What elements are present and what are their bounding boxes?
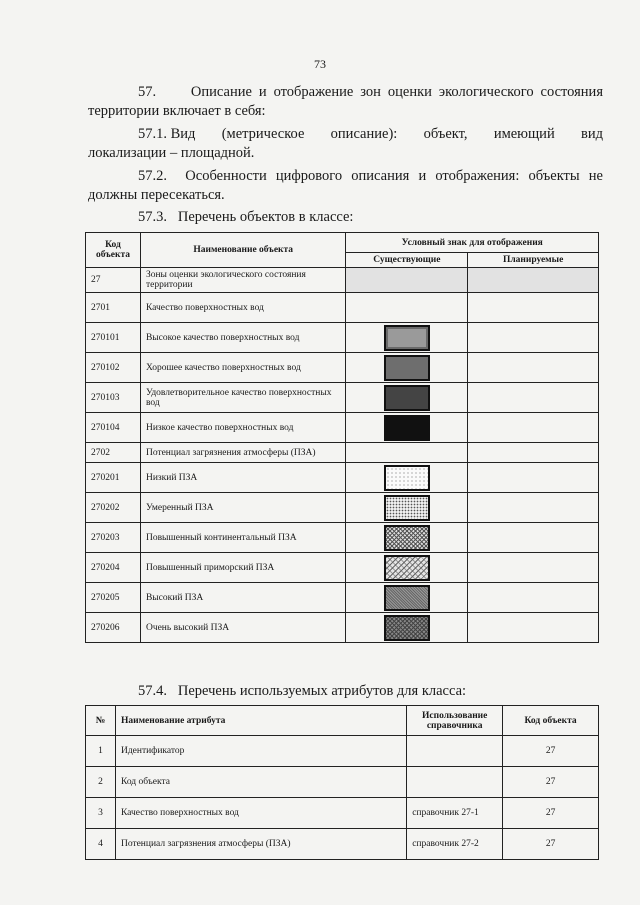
paragraph-57-1-word: имеющий xyxy=(493,126,555,142)
existing-symbol-cell xyxy=(346,523,468,553)
header-existing: Существующие xyxy=(346,253,468,268)
existing-symbol-cell xyxy=(346,463,468,493)
attr-code: 27 xyxy=(503,736,599,767)
paragraph-57-1 xyxy=(88,125,603,163)
attr-name: Потенциал загрязнения атмосферы (ПЗА) xyxy=(115,829,406,860)
attr-header-num: № xyxy=(86,706,116,736)
object-name: Потенциал загрязнения атмосферы (ПЗА) xyxy=(140,443,346,463)
object-name: Умеренный ПЗА xyxy=(140,493,346,523)
attr-reference xyxy=(407,736,503,767)
object-name: Повышенный континентальный ПЗА xyxy=(140,523,346,553)
planned-symbol-cell xyxy=(468,383,599,413)
symbol-swatch xyxy=(384,615,430,641)
attr-code: 27 xyxy=(503,829,599,860)
symbol-swatch xyxy=(384,325,430,351)
attr-code: 27 xyxy=(503,767,599,798)
object-name: Низкий ПЗА xyxy=(140,463,346,493)
existing-symbol-cell xyxy=(346,443,468,463)
symbol-swatch xyxy=(384,495,430,521)
planned-symbol-cell xyxy=(468,353,599,383)
object-code: 270103 xyxy=(86,383,141,413)
object-code: 270102 xyxy=(86,353,141,383)
attr-reference xyxy=(407,767,503,798)
attr-header-reference: Использование справочника xyxy=(407,706,503,736)
symbol-swatch xyxy=(384,465,430,491)
symbol-swatch xyxy=(384,585,430,611)
object-code: 27 xyxy=(86,268,141,293)
header-symbol: Условный знак для отображения xyxy=(346,233,599,253)
attr-num: 4 xyxy=(86,829,116,860)
table-row xyxy=(86,553,599,583)
table-row xyxy=(86,413,599,443)
attr-name: Качество поверхностных вод xyxy=(115,798,406,829)
paragraph-57-line1: 57. Описание и отображение зон оценки экологического состояния xyxy=(138,84,603,100)
symbol-swatch xyxy=(384,525,430,551)
header-planned: Планируемые xyxy=(468,253,599,268)
table-row xyxy=(86,493,599,523)
paragraph-57-1-line2: локализации – площадной. xyxy=(88,145,255,161)
paragraph-57-1-line1 xyxy=(88,125,603,144)
paragraph-57-line2: территории включает в себя: xyxy=(88,103,266,119)
paragraph-57-1-word: описание): xyxy=(330,126,398,142)
existing-symbol-cell xyxy=(346,383,468,413)
objects-table-body xyxy=(86,268,599,643)
symbol-swatch xyxy=(384,415,430,441)
existing-symbol-cell xyxy=(346,613,468,643)
planned-symbol-cell xyxy=(468,613,599,643)
table-row xyxy=(86,268,599,293)
existing-symbol-cell xyxy=(346,293,468,323)
planned-symbol-cell xyxy=(468,523,599,553)
object-code: 270104 xyxy=(86,413,141,443)
planned-symbol-cell xyxy=(468,323,599,353)
object-name: Высокий ПЗА xyxy=(140,583,346,613)
attr-reference: справочник 27-2 xyxy=(407,829,503,860)
attributes-table-body xyxy=(86,736,599,860)
attr-num: 3 xyxy=(86,798,116,829)
header-name: Наименование объекта xyxy=(140,233,346,268)
table-row xyxy=(86,463,599,493)
object-name: Очень высокий ПЗА xyxy=(140,613,346,643)
object-name: Повышенный приморский ПЗА xyxy=(140,553,346,583)
table-row xyxy=(86,583,599,613)
symbol-swatch xyxy=(384,555,430,581)
planned-symbol-cell xyxy=(468,463,599,493)
object-code: 270202 xyxy=(86,493,141,523)
attr-code: 27 xyxy=(503,798,599,829)
attr-header-code: Код объекта xyxy=(503,706,599,736)
planned-symbol-cell xyxy=(468,443,599,463)
page-number: 73 xyxy=(314,57,326,71)
symbol-swatch xyxy=(384,385,430,411)
table-row xyxy=(86,353,599,383)
table-row xyxy=(86,523,599,553)
planned-symbol-cell xyxy=(468,413,599,443)
planned-symbol-cell xyxy=(468,583,599,613)
table-row xyxy=(86,736,599,767)
attr-name: Код объекта xyxy=(115,767,406,798)
existing-symbol-cell xyxy=(346,493,468,523)
planned-symbol-cell xyxy=(468,493,599,523)
object-name: Удовлетворительное качество поверхностных вод xyxy=(140,383,346,413)
object-code: 2702 xyxy=(86,443,141,463)
table-row xyxy=(86,613,599,643)
object-name: Низкое качество поверхностных вод xyxy=(140,413,346,443)
planned-symbol-cell xyxy=(468,293,599,323)
object-name: Высокое качество поверхностных вод xyxy=(140,323,346,353)
existing-symbol-cell xyxy=(346,323,468,353)
table-row xyxy=(86,829,599,860)
paragraph-57-1-word: объект, xyxy=(423,126,468,142)
paragraph-57-2-line1: 57.2. Особенности цифрового описания и отображения: объекты не xyxy=(138,168,603,184)
object-name: Качество поверхностных вод xyxy=(140,293,346,323)
section-heading-57-3: 57.3. Перечень объектов в классе: xyxy=(138,209,354,225)
existing-symbol-cell xyxy=(346,553,468,583)
existing-symbol-cell xyxy=(346,583,468,613)
paragraph-57 xyxy=(88,83,603,121)
planned-symbol-cell xyxy=(468,553,599,583)
paragraph-57-1-word: вид xyxy=(580,126,603,142)
attr-reference: справочник 27-1 xyxy=(407,798,503,829)
object-code: 270205 xyxy=(86,583,141,613)
planned-symbol-cell xyxy=(468,268,599,293)
table-row xyxy=(86,383,599,413)
attr-num: 1 xyxy=(86,736,116,767)
header-code: Код объекта xyxy=(86,233,141,268)
attr-header-name: Наименование атрибута xyxy=(115,706,406,736)
table-row xyxy=(86,798,599,829)
attr-name: Идентификатор xyxy=(115,736,406,767)
existing-symbol-cell xyxy=(346,268,468,293)
objects-table xyxy=(85,232,599,643)
existing-symbol-cell xyxy=(346,413,468,443)
object-name: Зоны оценки экологического состояния территории xyxy=(140,268,346,293)
object-code: 270201 xyxy=(86,463,141,493)
section-heading-57-4: 57.4. Перечень используемых атрибутов для класса: xyxy=(138,683,467,699)
symbol-swatch xyxy=(384,355,430,381)
existing-symbol-cell xyxy=(346,353,468,383)
paragraph-57-2 xyxy=(88,167,603,205)
paragraph-57-1-word: 57.1. Вид xyxy=(138,126,196,142)
table-row xyxy=(86,293,599,323)
table-row xyxy=(86,767,599,798)
attributes-table xyxy=(85,705,599,860)
table-row xyxy=(86,443,599,463)
object-code: 270101 xyxy=(86,323,141,353)
object-name: Хорошее качество поверхностных вод xyxy=(140,353,346,383)
object-code: 270206 xyxy=(86,613,141,643)
object-code: 270203 xyxy=(86,523,141,553)
object-code: 2701 xyxy=(86,293,141,323)
object-code: 270204 xyxy=(86,553,141,583)
paragraph-57-2-line2: должны пересекаться. xyxy=(88,187,225,203)
table-row xyxy=(86,323,599,353)
paragraph-57-1-word: (метрическое xyxy=(221,126,305,142)
attr-num: 2 xyxy=(86,767,116,798)
